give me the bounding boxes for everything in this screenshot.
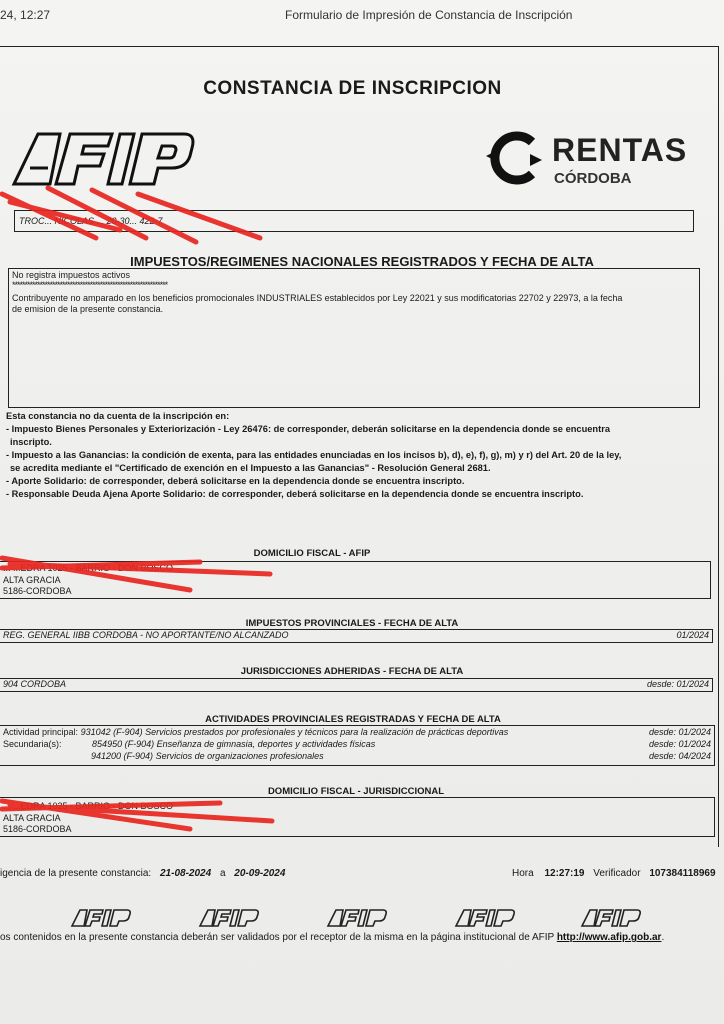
afip-footer-logo bbox=[326, 908, 388, 928]
hora-label: Hora bbox=[512, 868, 534, 879]
taxpayer-name-box bbox=[14, 210, 694, 232]
jurisdicciones-row: 904 CORDOBA bbox=[3, 679, 67, 689]
actividad-code: 854950 (F-904) bbox=[92, 739, 155, 749]
actividad-label: Secundaria(s): bbox=[3, 739, 62, 749]
jurisdicciones-date: desde: 01/2024 bbox=[646, 679, 709, 689]
afip-footer-logo bbox=[70, 908, 132, 928]
actividad-code: 931042 (F-904) bbox=[80, 727, 143, 737]
print-title: Formulario de Impresión de Constancia de Inscripción bbox=[285, 8, 573, 22]
jurisdicciones-title: JURISDICCIONES ADHERIDAS - FECHA DE ALTA bbox=[240, 666, 464, 677]
impuestos-prov-title: IMPUESTOS PROVINCIALES - FECHA DE ALTA bbox=[245, 618, 459, 629]
document-title: CONSTANCIA DE INSCRIPCION bbox=[203, 78, 502, 99]
actividad-date: desde: 01/2024 bbox=[648, 727, 711, 737]
vigencia-line bbox=[0, 868, 285, 879]
afip-footer-logo bbox=[580, 908, 642, 928]
print-datetime: 24, 12:27 bbox=[0, 8, 51, 22]
note-line: - Aporte Solidario: de corresponder, deberá solicitarse en la dependencia donde se encuentra inscripto. bbox=[6, 476, 465, 486]
actividad-row bbox=[91, 751, 324, 761]
footer-logos bbox=[70, 908, 670, 930]
domicilio-afip-city: ALTA GRACIA bbox=[3, 575, 61, 585]
actividad-desc: Servicios prestados por profesionales y técnicos para la realización de prácticas deportivas bbox=[145, 727, 509, 737]
national-taxes-box bbox=[8, 268, 700, 408]
note-line: inscripto. bbox=[10, 437, 52, 447]
actividad-row bbox=[3, 739, 375, 749]
actividad-date: desde: 01/2024 bbox=[648, 739, 711, 749]
afip-footer-logo bbox=[454, 908, 516, 928]
domicilio-jur-zip: 5186-CORDOBA bbox=[3, 824, 72, 834]
actividad-desc: Servicios de organizaciones profesionales bbox=[155, 751, 324, 761]
actividad-date: desde: 04/2024 bbox=[648, 751, 711, 761]
domicilio-afip-box bbox=[0, 561, 711, 599]
exclusions-notes bbox=[6, 410, 706, 501]
rentas-symbol bbox=[484, 128, 546, 188]
impuestos-prov-row: REG. GENERAL IIBB CORDOBA - NO APORTANTE/NO ALCANZADO bbox=[3, 630, 289, 640]
verificador-label: Verificador bbox=[593, 868, 641, 879]
note-line: - Impuesto a las Ganancias: la condición de exenta, para las entidades enunciadas en los incisos b), d), e), f), g), m) y r) del Art. 20 de la ley, bbox=[6, 450, 622, 460]
domicilio-afip-title: DOMICILIO FISCAL - AFIP bbox=[253, 548, 371, 559]
national-line-3: de emision de la presente constancia. bbox=[12, 304, 164, 314]
hora-line bbox=[512, 868, 716, 879]
national-line-1: No registra impuestos activos bbox=[12, 270, 131, 280]
national-line-2: Contribuyente no amparado en los beneficios promocionales INDUSTRIALES establecidos por Ley 22021 y sus modificatorias 22702 y 22973, a la fecha bbox=[12, 293, 623, 303]
taxpayer-name: TROC... NICOLAS ... 20-30... 422-7 bbox=[19, 216, 163, 226]
impuestos-prov-box bbox=[0, 629, 713, 643]
domicilio-jur-street: ... ...EDRA 1025 - BARRIO - DON BOSCO bbox=[3, 801, 174, 811]
vigencia-label: igencia de la presente constancia: bbox=[0, 868, 152, 879]
domicilio-afip-zip: 5186-CORDOBA bbox=[3, 586, 72, 596]
notes-intro: Esta constancia no da cuenta de la inscripción en: bbox=[6, 411, 230, 421]
actividad-label: Actividad principal: bbox=[3, 727, 79, 737]
footer-note-text: os contenidos en la presente constancia deberán ser validados por el receptor de la misma en la página institucional de AFIP bbox=[0, 932, 555, 943]
domicilio-jur-box bbox=[0, 797, 715, 837]
impuestos-prov-date: 01/2024 bbox=[676, 630, 709, 640]
jurisdicciones-box bbox=[0, 678, 713, 692]
rentas-logo-text: RENTAS bbox=[552, 132, 688, 168]
actividades-title: ACTIVIDADES PROVINCIALES REGISTRADAS Y FECHA DE ALTA bbox=[205, 714, 501, 725]
national-stars: ************************************************************** bbox=[12, 280, 168, 290]
vigencia-sep: a bbox=[219, 868, 226, 879]
domicilio-jur-city: ALTA GRACIA bbox=[3, 813, 61, 823]
footer-note-suffix: . bbox=[661, 932, 665, 943]
footer-note bbox=[0, 932, 664, 943]
national-taxes-title: IMPUESTOS/REGIMENES NACIONALES REGISTRADOS Y FECHA DE ALTA bbox=[130, 254, 594, 269]
vigencia-from: 21-08-2024 bbox=[160, 868, 212, 879]
hora-value: 12:27:19 bbox=[544, 868, 585, 879]
actividad-desc: Enseñanza de gimnasia, deportes y actividades físicas bbox=[156, 739, 376, 749]
afip-footer-logo bbox=[198, 908, 260, 928]
rentas-logo-subtext: CÓRDOBA bbox=[554, 170, 632, 187]
verificador-value: 107384118969 bbox=[649, 868, 716, 879]
domicilio-afip-street: ... ...EDRA 1025 - BARRIO - DON BOSCO bbox=[3, 563, 174, 573]
actividad-code: 941200 (F-904) bbox=[91, 751, 154, 761]
domicilio-jur-title: DOMICILIO FISCAL - JURISDICCIONAL bbox=[267, 786, 445, 797]
afip-url-link[interactable]: http://www.afip.gob.ar bbox=[556, 932, 662, 943]
note-line: - Impuesto Bienes Personales y Exteriorización - Ley 26476: de corresponder, deberán solicitarse en la dependencia donde se encuentra bbox=[6, 424, 610, 434]
afip-logo bbox=[8, 128, 198, 188]
note-line: se acredita mediante el "Certificado de exención en el Impuesto a las Ganancias" - Resolución General 2681. bbox=[10, 463, 491, 473]
actividad-row bbox=[3, 727, 508, 737]
note-line: - Responsable Deuda Ajena Aporte Solidario: de corresponder, deberá solicitarse en la dependencia donde se encuentra inscripto. bbox=[6, 489, 584, 499]
vigencia-to: 20-09-2024 bbox=[234, 868, 286, 879]
actividades-box bbox=[0, 725, 715, 766]
